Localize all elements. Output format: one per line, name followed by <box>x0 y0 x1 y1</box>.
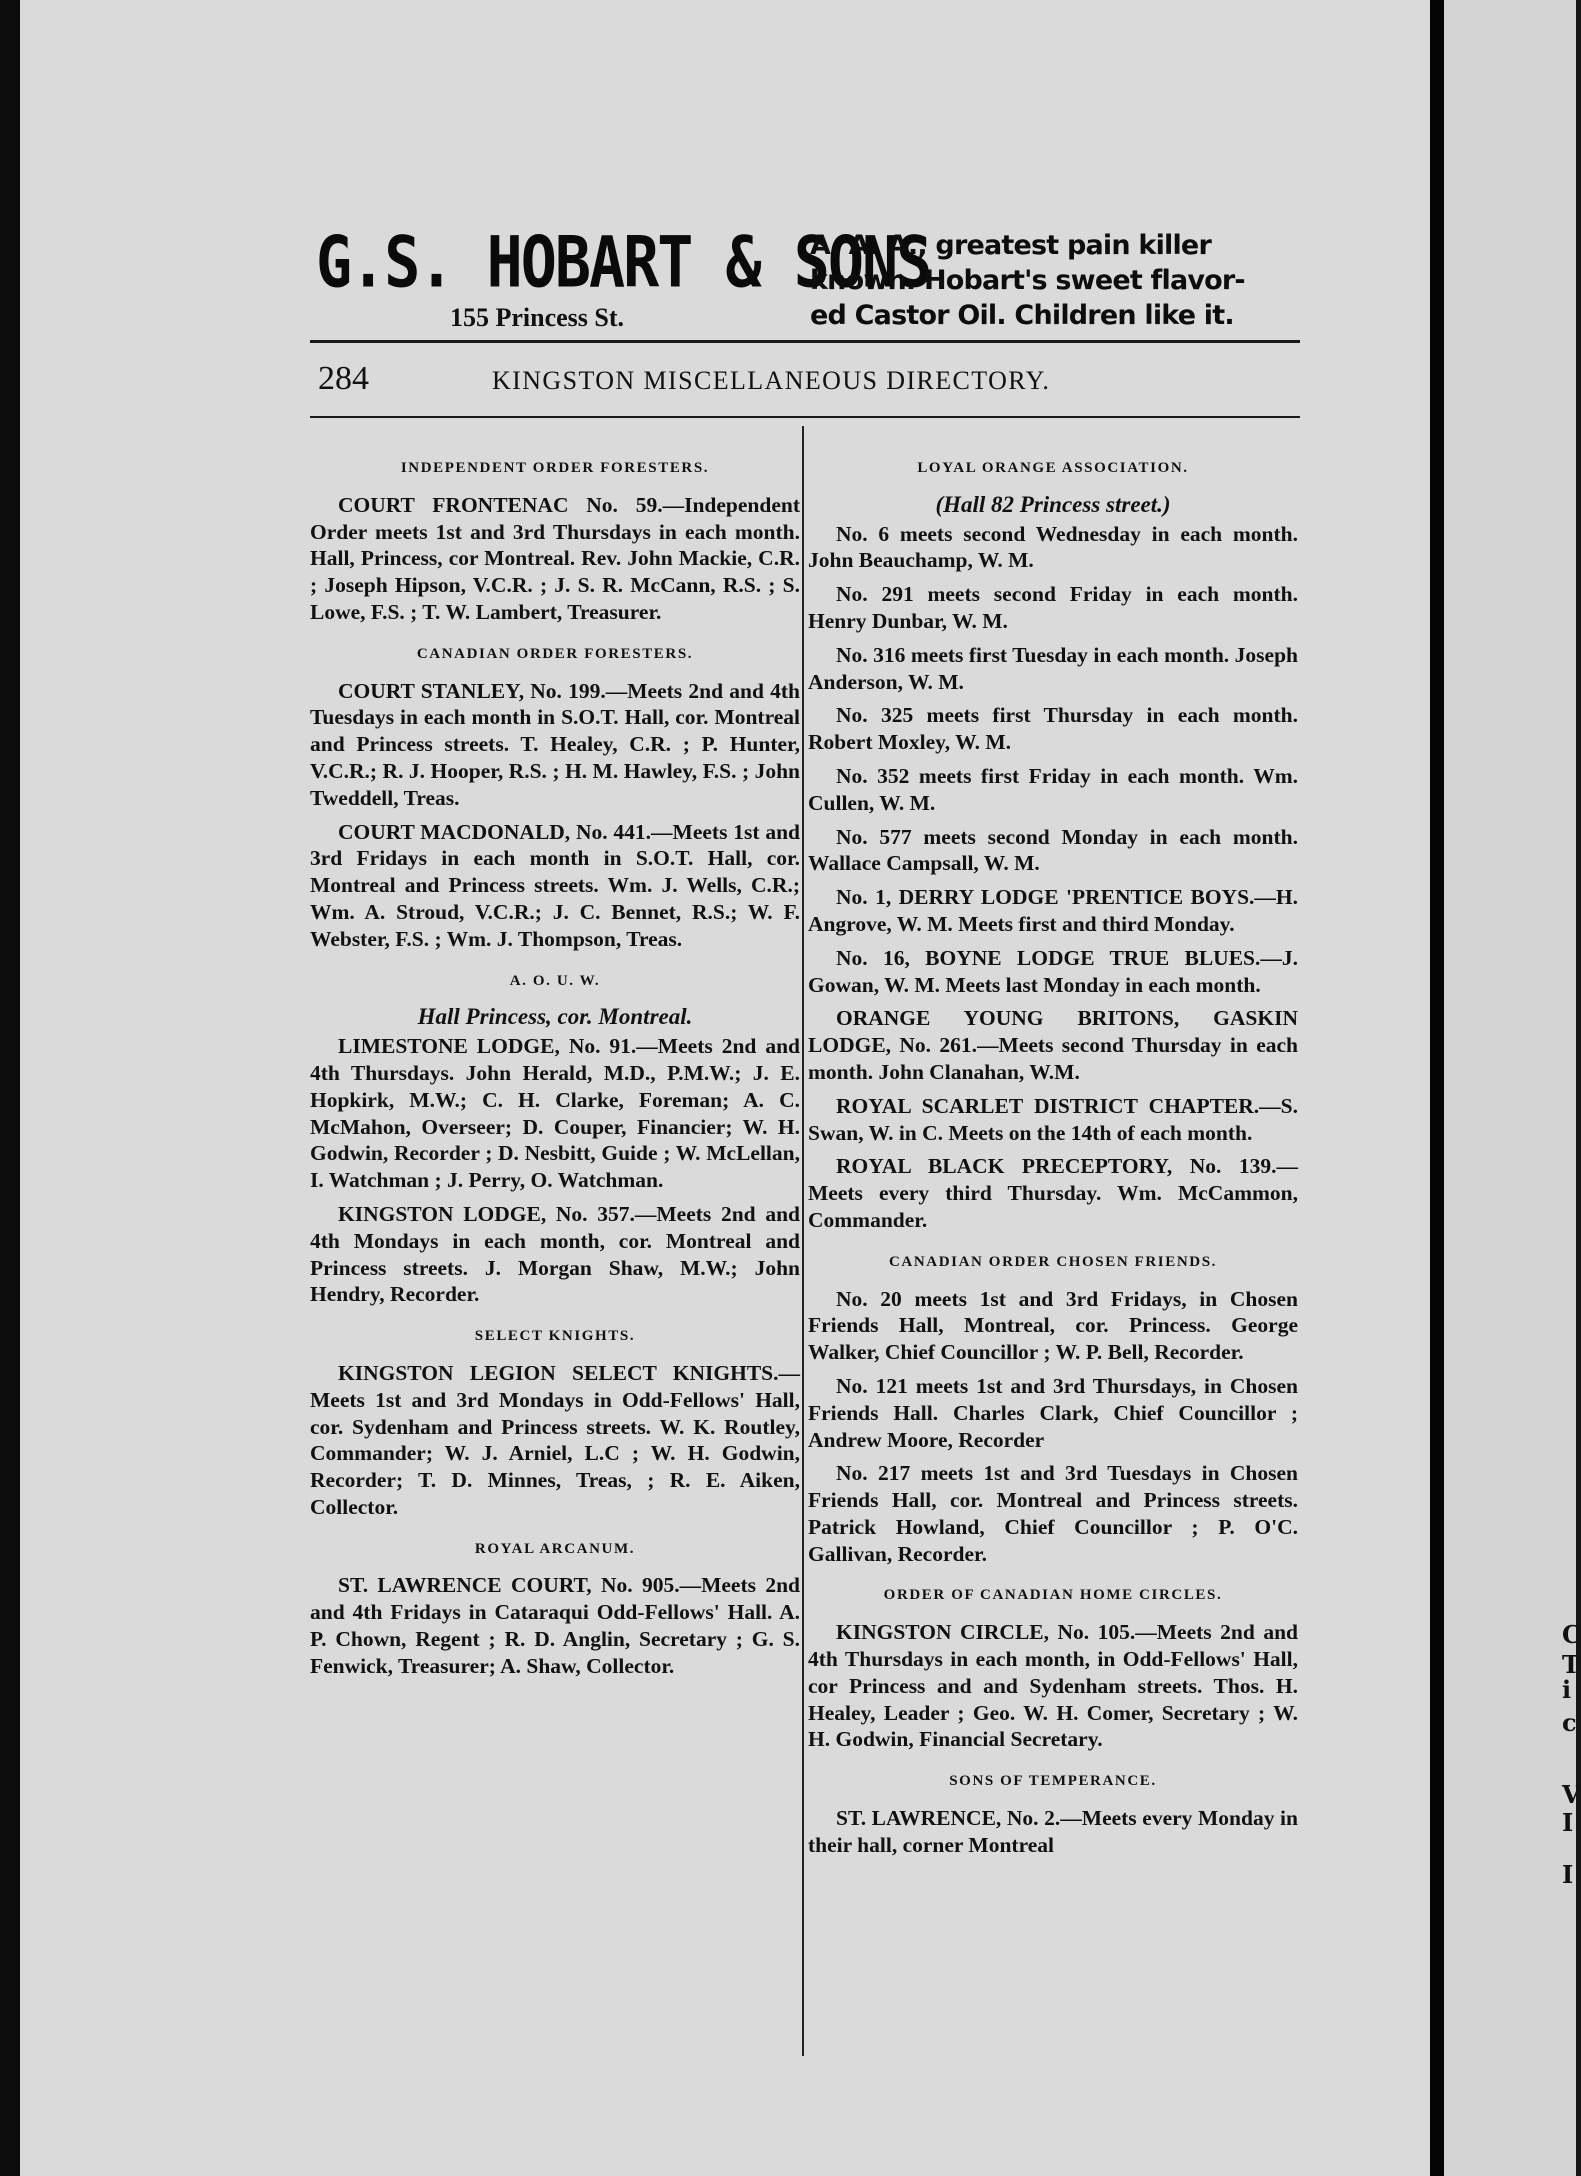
directory-entry: KINGSTON LEGION SELECT KNIGHTS.—Meets 1st and 3rd Mondays in Odd-Fellows' Hall, cor. Sydenham and Princess streets. W. K. Routley, Commander; W. J. Arniel, L.C ; W. H. Godwin, Recorder; T. D. Minnes, Treas, ; R. E. Aiken, Collector. <box>310 1360 800 1519</box>
ad-address: 155 Princess St. <box>450 303 625 332</box>
directory-entry: No. 352 meets first Friday in each month. Wm. Cullen, W. M. <box>808 763 1298 815</box>
section-heading: ROYAL ARCANUM. <box>474 1540 636 1557</box>
ad-slogan-line: A. A. A., greatest pain killer <box>810 230 1211 261</box>
next-page-fragment: T <box>1562 1650 1580 1679</box>
section-subheading: Hall Princess, cor. Montreal. <box>417 1004 693 1030</box>
ad-slogan <box>810 228 1320 333</box>
right-column <box>808 440 1298 1866</box>
directory-entry: COURT MACDONALD, No. 441.—Meets 1st and 3rd Fridays in each month in S.O.T. Hall, cor. Montreal and Princess streets. Wm. J. Wells, C.R.; Wm. A. Stroud, V.C.R.; J. C. Bennet, R.S.; W. F. Webster, F.S. ; Wm. J. Thompson, Treas. <box>310 819 800 951</box>
directory-entry: ROYAL SCARLET DISTRICT CHAPTER.—S. Swan, W. in C. Meets on the 14th of each month. <box>808 1093 1298 1145</box>
directory-entry: LIMESTONE LODGE, No. 91.—Meets 2nd and 4th Thursdays. John Herald, M.D., P.M.W.; J. E. Hopkirk, M.W.; C. H. Clarke, Foreman; A. C. McMahon, Overseer; D. Couper, Financier; W. H. Godwin, Recorder ; D. Nesbitt, Guide ; W. McLellan, I. Watchman ; J. Perry, O. Watchman. <box>310 1034 800 1193</box>
left-column <box>310 440 800 1687</box>
page-number: 284 <box>318 360 369 397</box>
binding-shadow <box>0 0 20 2176</box>
ad-brand-name: G.S. HOBART & SONS <box>316 221 931 305</box>
directory-entry: No. 325 meets first Thursday in each month. Robert Moxley, W. M. <box>808 703 1298 755</box>
directory-entry: No. 577 meets second Monday in each month. Wallace Campsall, W. M. <box>808 824 1298 876</box>
section-heading: INDEPENDENT ORDER FORESTERS. <box>400 460 710 476</box>
section-heading: LOYAL ORANGE ASSOCIATION. <box>917 460 1189 476</box>
directory-entry: No. 121 meets 1st and 3rd Thursdays, in Chosen Friends Hall. Charles Clark, Chief Councillor ; Andrew Moore, Recorder <box>808 1373 1298 1452</box>
next-page-fragment: I <box>1562 1808 1574 1837</box>
directory-entry: No. 1, DERRY LODGE 'PRENTICE BOYS.—H. Angrove, W. M. Meets first and third Monday. <box>808 885 1298 936</box>
next-page-edge <box>1444 0 1581 2176</box>
section-heading: A. O. U. W. <box>509 972 601 989</box>
directory-entry: ST. LAWRENCE, No. 2.—Meets every Monday in their hall, corner Montreal <box>808 1806 1298 1857</box>
next-page-fragment: c <box>1562 1708 1577 1737</box>
ad-slogan-line: ed Castor Oil. Children like it. <box>810 300 1234 331</box>
directory-entry: COURT FRONTENAC No. 59.—Independent Order meets 1st and 3rd Thursdays in each month. Hall, Princess, cor Montreal. Rev. John Mackie, C.R. ; Joseph Hipson, V.C.R. ; J. S. R. McCann, R.S. ; S. Lowe, F.S. ; T. W. Lambert, Treasurer. <box>310 492 800 624</box>
directory-entry: KINGSTON CIRCLE, No. 105.—Meets 2nd and 4th Thursdays in each month, in Odd-Fellows' Hall, cor Princess and and Sydenham streets. Thos. H. Healey, Leader ; Geo. W. H. Comer, Secretary ; W. H. Godwin, Financial Secretary. <box>808 1620 1298 1752</box>
running-header <box>310 360 1300 406</box>
directory-entry: ST. LAWRENCE COURT, No. 905.—Meets 2nd and 4th Fridays in Cataraqui Odd-Fellows' Hall. A. P. Chown, Regent ; R. D. Anglin, Secretary ; G. S. Fenwick, Treasurer; A. Shaw, Collector. <box>310 1573 800 1678</box>
directory-entry: No. 291 meets second Friday in each month. Henry Dunbar, W. M. <box>808 582 1298 633</box>
section-heading: SELECT KNIGHTS. <box>474 1328 636 1345</box>
advertisement-header <box>300 218 1310 336</box>
directory-entry: COURT STANLEY, No. 199.—Meets 2nd and 4th Tuesdays in each month in S.O.T. Hall, cor. Montreal and Princess streets. T. Healey, C.R. ; P. Hunter, V.C.R.; R. J. Hooper, R.S. ; H. M. Hawley, F.S. ; John Tweddell, Treas. <box>310 678 800 810</box>
header-rule <box>310 340 1300 343</box>
next-page-fragment: i <box>1562 1675 1572 1704</box>
directory-entry: No. 316 meets first Tuesday in each month. Joseph Anderson, W. M. <box>808 642 1298 694</box>
directory-entry: No. 20 meets 1st and 3rd Fridays, in Chosen Friends Hall, Montreal, cor. Princess. George Walker, Chief Councillor ; W. P. Bell, Recorder. <box>808 1286 1298 1365</box>
directory-entry: ROYAL BLACK PRECEPTORY, No. 139.—Meets every third Thursday. Wm. McCammon, Commander. <box>808 1154 1298 1232</box>
section-heading: SONS OF TEMPERANCE. <box>949 1773 1157 1790</box>
directory-entry: No. 217 meets 1st and 3rd Tuesdays in Chosen Friends Hall, cor. Montreal and Princess streets. Patrick Howland, Chief Councillor ; P. O'C. Gallivan, Recorder. <box>808 1461 1298 1566</box>
section-subheading: (Hall 82 Princess street.) <box>935 491 1171 517</box>
directory-entry: No. 16, BOYNE LODGE TRUE BLUES.—J. Gowan, W. M. Meets last Monday in each month. <box>808 945 1298 997</box>
ad-slogan-line: known. Hobart's sweet flavor- <box>810 265 1245 296</box>
directory-page <box>20 0 1430 2176</box>
directory-entry: ORANGE YOUNG BRITONS, GASKIN LODGE, No. 261.—Meets second Thursday in each month. John Clanahan, W.M. <box>808 1006 1298 1084</box>
section-heading: CANADIAN ORDER FORESTERS. <box>416 645 694 662</box>
next-page-fragment: I <box>1562 1860 1574 1889</box>
header-rule <box>310 416 1300 418</box>
directory-entry: KINGSTON LODGE, No. 357.—Meets 2nd and 4th Mondays in each month, cor. Montreal and Princess streets. J. Morgan Shaw, M.W.; John Hendry, Recorder. <box>310 1201 800 1307</box>
section-heading: ORDER OF CANADIAN HOME CIRCLES. <box>883 1587 1223 1604</box>
section-heading: CANADIAN ORDER CHOSEN FRIENDS. <box>888 1253 1218 1270</box>
book-gutter <box>1430 0 1444 2176</box>
next-page-fragment: C <box>1562 1620 1581 1649</box>
directory-entry: No. 6 meets second Wednesday in each month. John Beauchamp, W. M. <box>808 521 1298 573</box>
next-page-fragment: V <box>1562 1780 1581 1809</box>
directory-title: KINGSTON MISCELLANEOUS DIRECTORY. <box>492 366 1051 395</box>
column-divider <box>802 426 804 2056</box>
